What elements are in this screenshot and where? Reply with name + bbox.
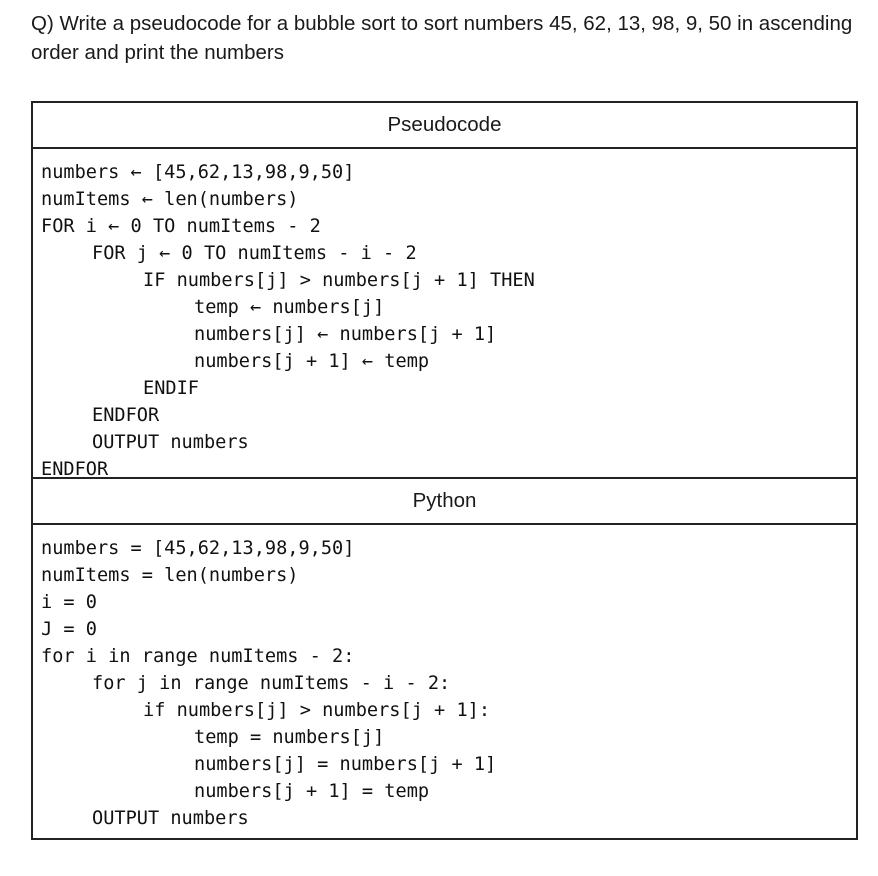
code-line: for i in range numItems - 2: <box>41 646 355 667</box>
code-line: numbers[j] = numbers[j + 1] <box>194 754 497 775</box>
code-line: for j in range numItems - i - 2: <box>92 673 451 694</box>
code-line: numItems = len(numbers) <box>41 565 299 586</box>
code-line: J = 0 <box>41 619 97 640</box>
code-line: numbers = [45,62,13,98,9,50] <box>41 538 355 559</box>
question-text: Q) Write a pseudocode for a bubble sort to sort numbers 45, 62, 13, 98, 9, 50 in ascending order and print the numbers <box>31 12 853 64</box>
code-line: temp = numbers[j] <box>194 727 385 748</box>
code-table <box>31 101 858 840</box>
python-header: Python <box>33 479 856 525</box>
code-line: temp ← numbers[j] <box>194 297 385 318</box>
pseudocode-header: Pseudocode <box>33 103 856 149</box>
code-line: i = 0 <box>41 592 97 613</box>
code-line: numbers[j + 1] ← temp <box>194 351 430 372</box>
code-line: ENDIF <box>143 378 199 399</box>
code-line: FOR j ← 0 TO numItems - i - 2 <box>92 243 417 264</box>
code-line: OUTPUT numbers <box>92 808 249 829</box>
code-line: IF numbers[j] > numbers[j + 1] THEN <box>143 270 535 291</box>
code-line: if numbers[j] > numbers[j + 1]: <box>143 700 491 721</box>
code-line: ENDFOR <box>92 405 160 426</box>
code-line: ENDFOR <box>41 459 109 480</box>
code-line: numbers[j + 1] = temp <box>194 781 430 802</box>
pseudocode-body <box>33 149 856 479</box>
code-line: numbers ← [45,62,13,98,9,50] <box>41 162 355 183</box>
code-line: OUTPUT numbers <box>92 432 249 453</box>
code-line: FOR i ← 0 TO numItems - 2 <box>41 216 321 237</box>
code-line: numItems ← len(numbers) <box>41 189 299 210</box>
python-body <box>33 525 856 838</box>
code-line: numbers[j] ← numbers[j + 1] <box>194 324 497 345</box>
